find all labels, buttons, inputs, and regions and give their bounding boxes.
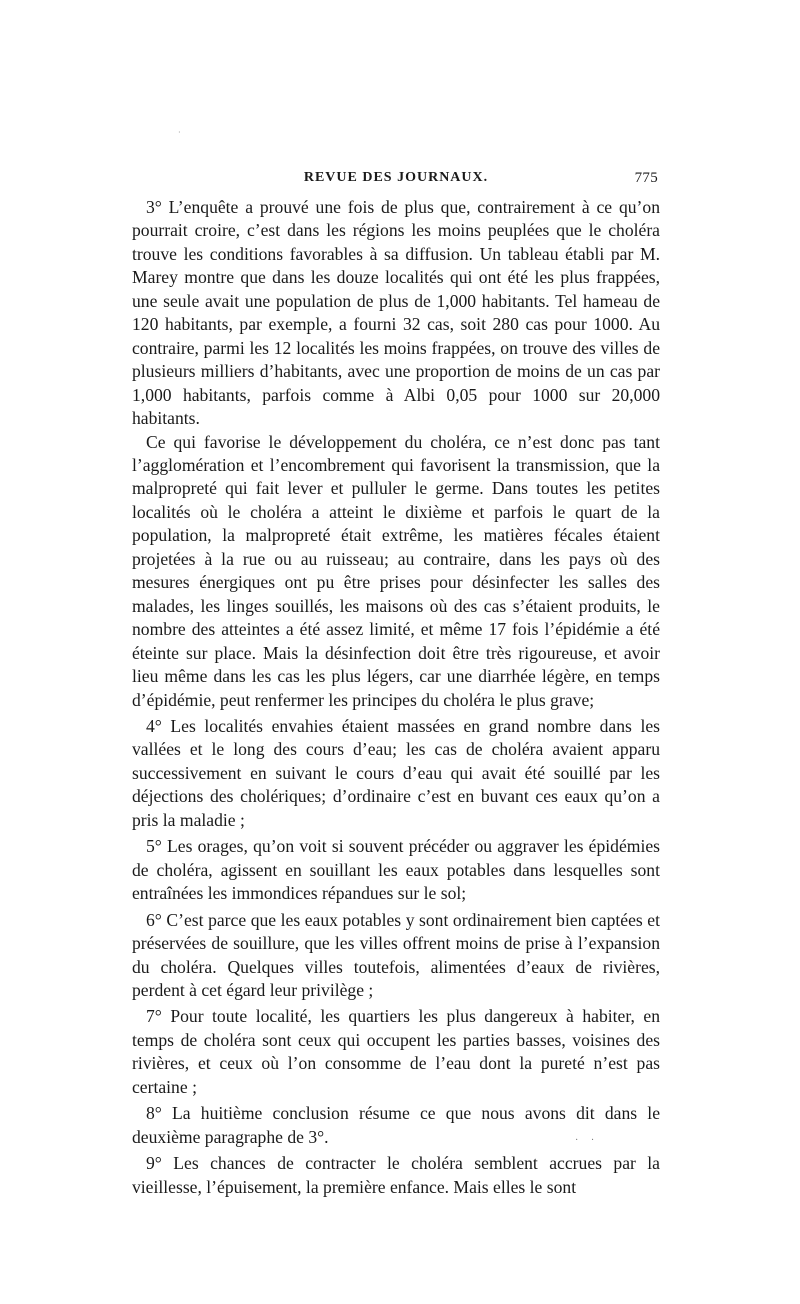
- paragraph-continuation: Ce qui favorise le développement du choléra, ce n’est donc pas tant l’agglomération et l’encombrement qui favorisent la transmission, que la malpropreté qui fait lever et pulluler le germe. Dans toutes les petites localités où le choléra a atteint le dixième et parfois le quart de la population, la malpropreté était extrême, les matières fécales étaient projetées à la rue ou au ruisseau; au contraire, dans les pays où des mesures énergiques ont pu être prises pour désinfecter les salles des malades, les linges souillés, les maisons où des cas s’étaient produits, le nombre des atteintes a été assez limité, et même 17 fois l’épidémie a été éteinte sur place. Mais la désinfection doit être très rigoureuse, et avoir lieu même dans les cas les plus légers, car une diarrhée légère, en temps d’épidémie, peut renfermer les principes du choléra le plus grave;: [132, 431, 660, 710]
- paragraph-8: 8° La huitième conclusion résume ce que nous avons dit dans le deuxième paragraphe de 3°.: [132, 1103, 660, 1147]
- page-number: 775: [634, 170, 658, 186]
- page: [132, 170, 660, 1199]
- article-body: [132, 196, 660, 1199]
- paragraph-7: 7° Pour toute localité, les quartiers les plus dangereux à habiter, en temps de choléra sont ceux qui occupent les parties basses, voisines des rivières, et ceux où l’on consomme de l’eau dont la pureté n’est pas certaine ;: [132, 1006, 660, 1097]
- speck-marks: · ·: [575, 1135, 595, 1146]
- speck-mark: ·: [178, 128, 181, 137]
- paragraph-6: 6° C’est parce que les eaux potables y sont ordinairement bien captées et préservées de souillure, que les villes offrent moins de prise à l’expansion du choléra. Quelques villes toutefois, alimentées d’eaux de rivières, perdent à cet égard leur privilège ;: [132, 909, 660, 1000]
- running-header: [132, 170, 660, 196]
- paragraph-5: 5° Les orages, qu’on voit si souvent précéder ou aggraver les épidémies de choléra, agissent en souillant les eaux potables dans lesquelles sont entraînées les immondices répandues sur le sol;: [132, 836, 660, 904]
- running-title: REVUE DES JOURNAUX.: [303, 170, 489, 185]
- paragraph-9: 9° Les chances de contracter le choléra semblent accrues par la vieillesse, l’épuisement, la première enfance. Mais elles le sont: [132, 1153, 660, 1197]
- paragraph-3: 3° L’enquête a prouvé une fois de plus que, contrairement à ce qu’on pourrait croire, c’est dans les régions les moins peuplées que le choléra trouve les conditions favorables à sa diffusion. Un tableau établi par M. Marey montre que dans les douze localités qui ont été les plus frappées, une seule avait une population de plus de 1,000 habitants. Tel hameau de 120 habitants, par exemple, a fourni 32 cas, soit 280 cas pour 1000. Au contraire, parmi les 12 localités les moins frappées, on trouve des villes de plusieurs milliers d’habitants, avec une proportion de moins de un cas par 1,000 habitants, parfois comme à Albi 0,05 pour 1000 sur 20,000 habitants.: [132, 197, 660, 429]
- paragraph-4: 4° Les localités envahies étaient massées en grand nombre dans les vallées et le long des cours d’eau; les cas de choléra avaient apparu successivement en suivant le cours d’eau qui avait été souillé par les déjections des cholériques; d’ordinaire c’est en buvant ces eaux qu’on a pris la maladie ;: [132, 715, 660, 830]
